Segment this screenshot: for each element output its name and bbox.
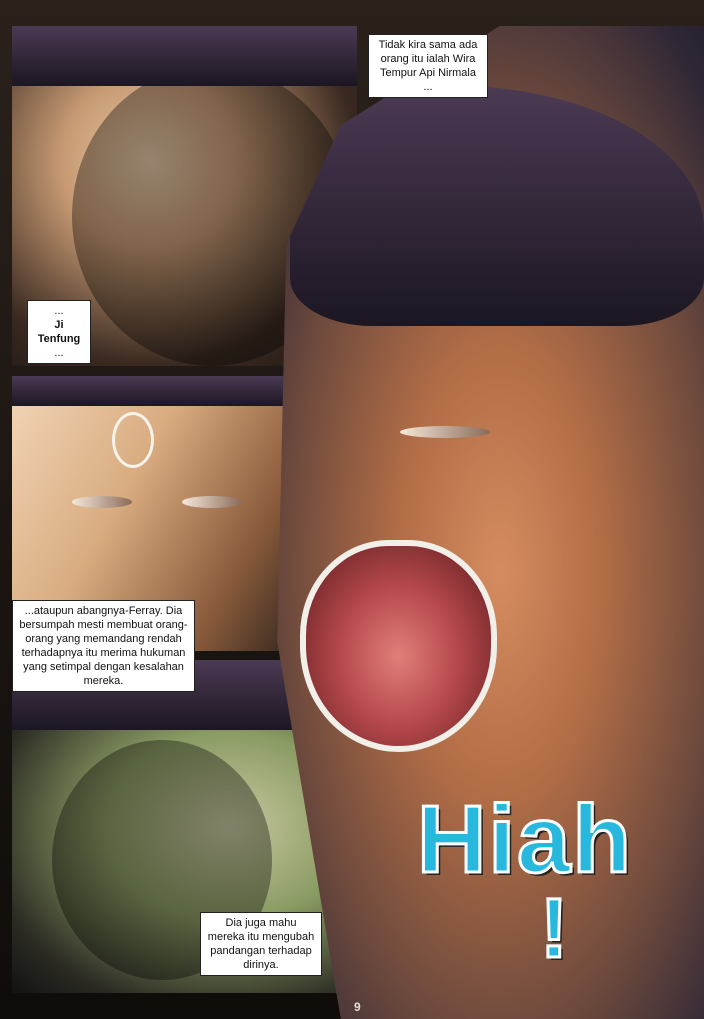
hero-eye: [400, 426, 490, 438]
hair-strip: [12, 376, 302, 406]
shouting-mouth: [300, 540, 497, 752]
caption-name-top: ...: [54, 305, 64, 317]
page-number: 9: [354, 1000, 361, 1014]
caption-name-box: [27, 300, 91, 364]
hair-silhouette: [12, 26, 357, 86]
caption-name-bottom: ...: [54, 347, 64, 359]
caption-brother: ...ataupun abangnya-Ferray. Dia bersumpah mesti membuat orang-orang yang memandang rendah terhadapnya itu merima hukuman yang setimpal dengan kesalahan mereka.: [12, 600, 195, 692]
caption-opening: Tidak kira sama ada orang itu ialah Wira Tempur Api Nirmala ...: [368, 34, 488, 98]
character-name: Ji Tenfung: [37, 319, 81, 345]
right-eye: [182, 496, 242, 508]
forehead-mark: [112, 412, 154, 468]
sound-effect-word: Hiah: [417, 786, 634, 893]
caption-closing: Dia juga mahu mereka itu mengubah pandangan terhadap dirinya.: [200, 912, 322, 976]
sound-effect-exclamation: !: [540, 881, 568, 975]
left-eye: [72, 496, 132, 508]
spiky-hair: [290, 86, 704, 326]
